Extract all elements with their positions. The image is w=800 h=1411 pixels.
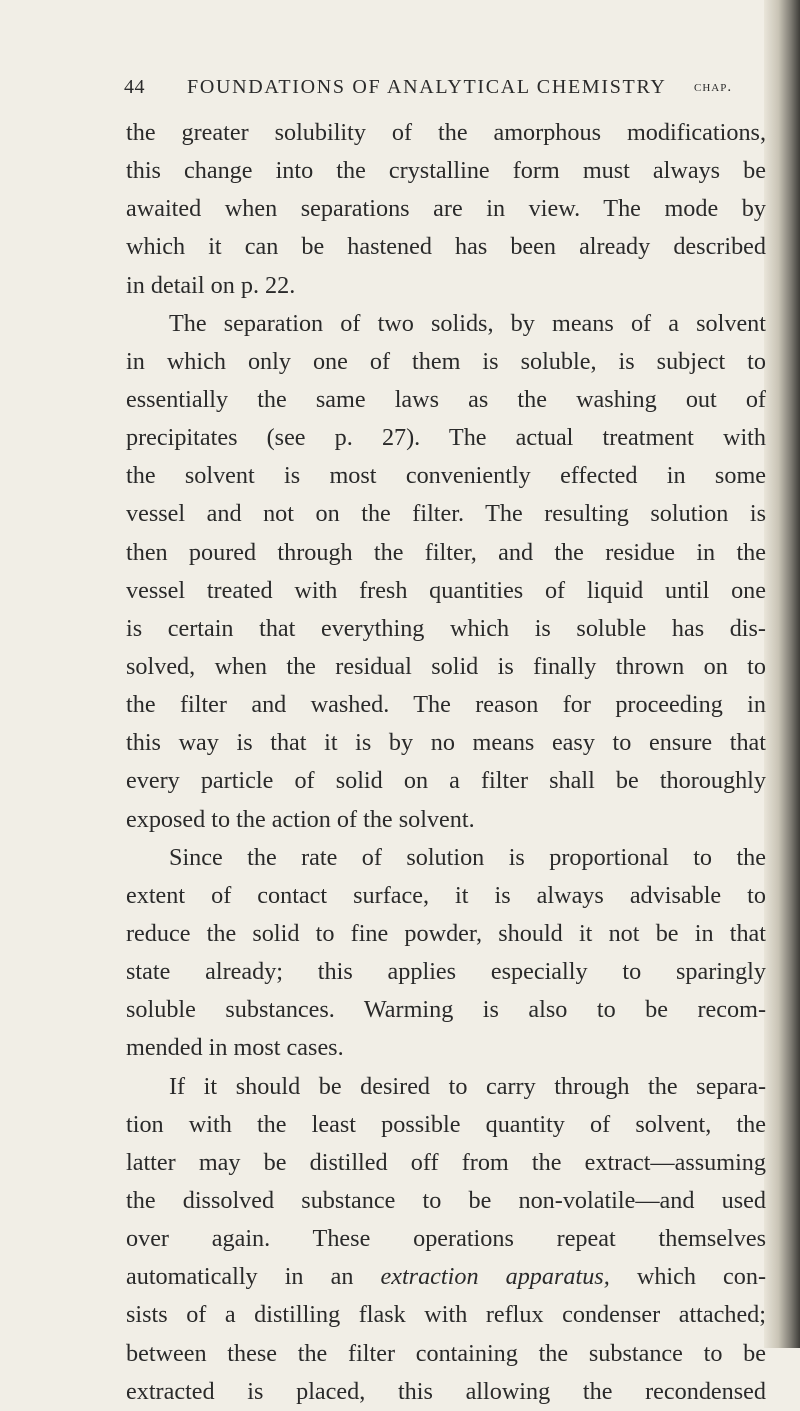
text-line: the dissolved substance to be non-volatile—and used	[126, 1186, 766, 1214]
body-text	[126, 114, 766, 1411]
text-line: the greater solubility of the amorphous modifications,	[126, 119, 766, 146]
text-line: between these the filter containing the substance to be	[126, 1339, 766, 1367]
page-number: 44	[124, 76, 145, 98]
text-line: the filter and washed. The reason for proceeding in	[126, 691, 766, 719]
text-line: tion with the least possible quantity of solvent, the	[126, 1110, 766, 1138]
italic-term: extraction apparatus,	[380, 1263, 610, 1291]
text-line: which it can be hastened has been already described	[126, 233, 766, 261]
text-line: soluble substances. Warming is also to be recom-	[126, 996, 766, 1024]
text-line: is certain that everything which is soluble has dis-	[126, 614, 766, 642]
text-line: mended in most cases.	[126, 1034, 344, 1062]
text-line: vessel treated with fresh quantities of liquid until one	[126, 576, 766, 604]
text-line: The separation of two solids, by means of a solvent	[169, 309, 766, 337]
text-line: sists of a distilling flask with reflux condenser attached;	[126, 1301, 766, 1329]
text-run: which con-	[609, 1263, 766, 1291]
text-line: the solvent is most conveniently effected in some	[126, 462, 766, 490]
text-line: precipitates (see p. 27). The actual treatment with	[126, 424, 766, 452]
text-line	[126, 1258, 766, 1296]
text-line: every particle of solid on a filter shall be thoroughly	[126, 767, 766, 795]
page-edge-shadow	[764, 0, 800, 1348]
text-line: solved, when the residual solid is finally thrown on to	[126, 652, 766, 680]
text-line: vessel and not on the filter. The resulting solution is	[126, 500, 766, 528]
text-line: exposed to the action of the solvent.	[126, 805, 475, 833]
text-line: essentially the same laws as the washing out of	[126, 385, 766, 413]
text-line: If it should be desired to carry through the separa-	[169, 1072, 766, 1100]
text-line: in which only one of them is soluble, is subject to	[126, 347, 766, 375]
text-line: in detail on p. 22.	[126, 271, 296, 299]
text-line: state already; this applies especially to sparingly	[126, 958, 766, 986]
text-line: latter may be distilled off from the extract—assuming	[126, 1148, 766, 1176]
text-line: over again. These operations repeat themselves	[126, 1225, 766, 1253]
text-line: reduce the solid to fine powder, should it not be in that	[126, 919, 766, 947]
text-line: then poured through the filter, and the residue in the	[126, 538, 766, 566]
text-line: extent of contact surface, it is always advisable to	[126, 881, 766, 909]
text-line: awaited when separations are in view. The mode by	[126, 195, 766, 223]
text-run: automatically in an	[126, 1263, 381, 1291]
running-title: FOUNDATIONS OF ANALYTICAL CHEMISTRY	[187, 76, 667, 98]
text-line: this change into the crystalline form must always be	[126, 157, 766, 185]
text-line: this way is that it is by no means easy to ensure that	[126, 729, 766, 757]
running-header	[124, 76, 774, 106]
text-line: Since the rate of solution is proportional to the	[169, 843, 766, 871]
chapter-mark: chap.	[694, 79, 733, 95]
text-line: extracted is placed, this allowing the recondensed	[126, 1377, 766, 1405]
